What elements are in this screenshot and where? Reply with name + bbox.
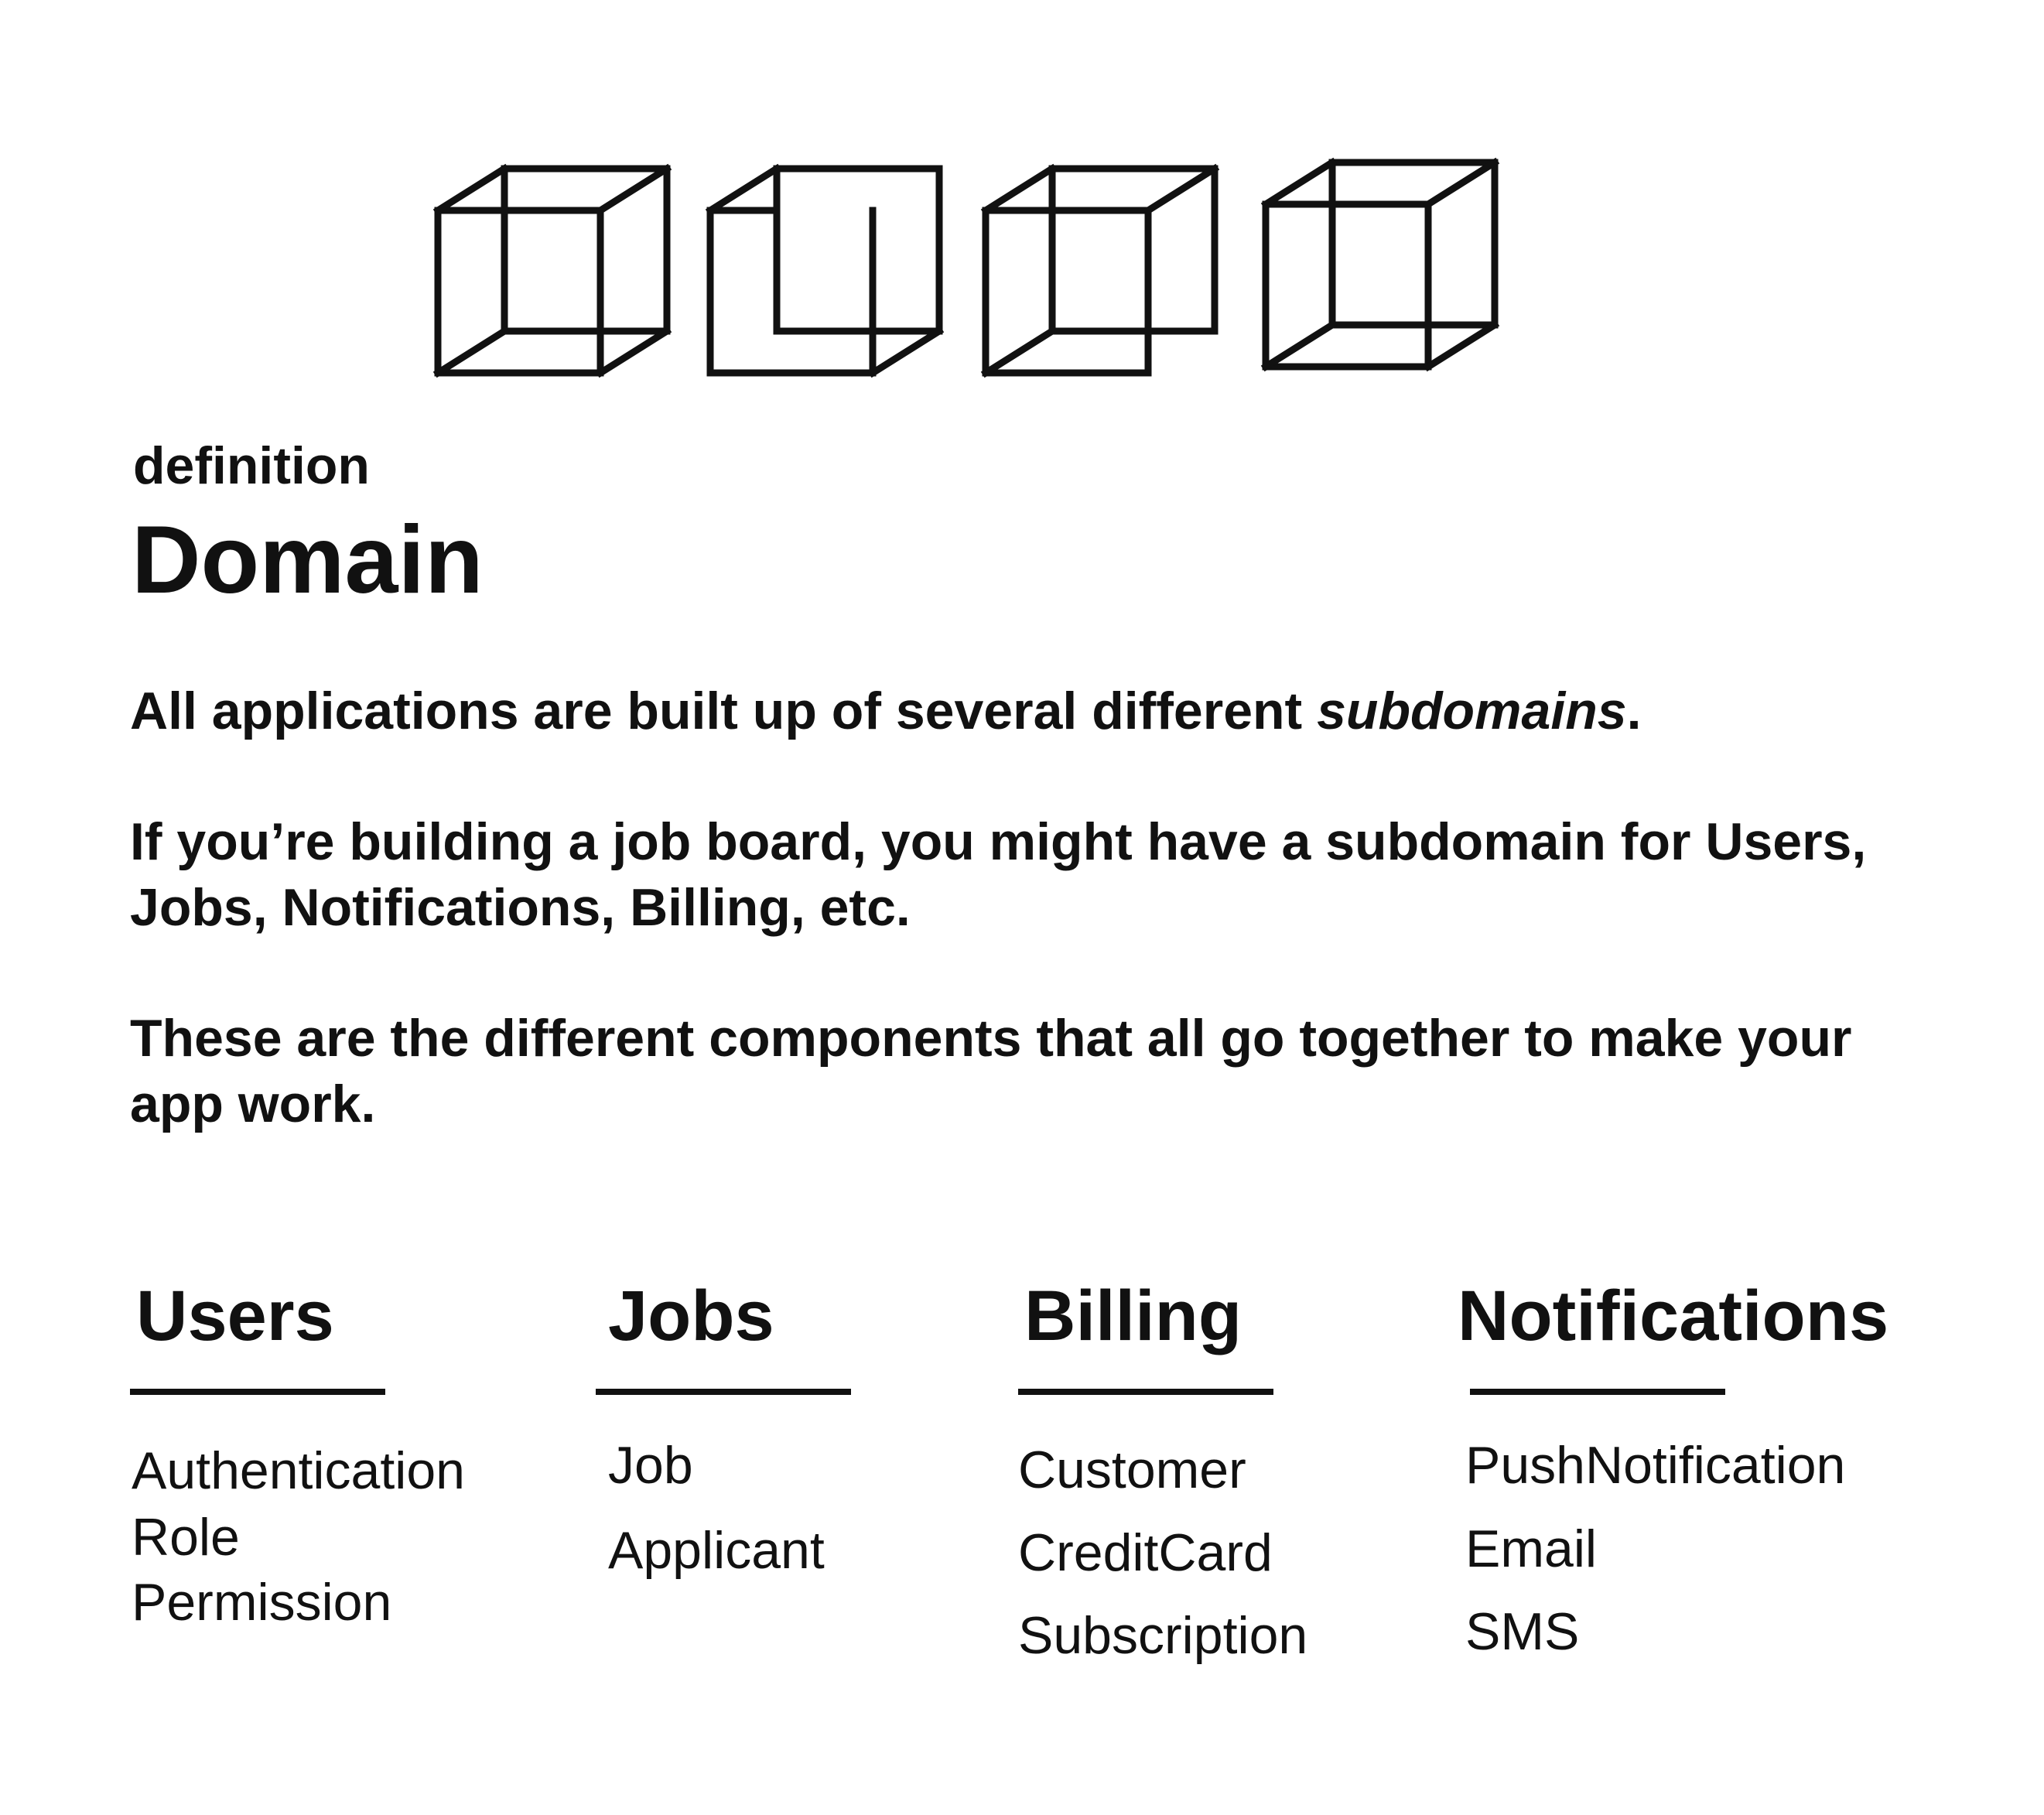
intro-text: All applications are built up of several different: [130, 682, 1318, 740]
subdomains-emphasis: subdomains: [1317, 682, 1627, 740]
list-item: Job: [608, 1436, 693, 1495]
example-paragraph: [130, 809, 1866, 941]
summary-line-1: These are the different components that all go together to make your: [130, 1009, 1852, 1068]
list-item: Subscription: [1018, 1606, 1308, 1665]
column-title-users: Users: [136, 1277, 334, 1355]
list-item: PushNotification: [1465, 1436, 1846, 1495]
list-item: SMS: [1465, 1602, 1580, 1661]
summary-line-2: app work.: [130, 1075, 376, 1133]
column-divider: [1018, 1389, 1273, 1395]
column-title-notifications: Notifications: [1458, 1277, 1889, 1355]
list-item: Authentication: [132, 1441, 465, 1500]
wireframe-cube-icon: [710, 169, 939, 373]
column-divider: [1470, 1389, 1725, 1395]
intro-punctuation: .: [1626, 682, 1642, 740]
example-line-2: Jobs, Notifications, Billing, etc.: [130, 878, 911, 937]
wireframe-cube-icon: [1266, 162, 1495, 367]
wireframe-cube-icon: [986, 169, 1215, 373]
list-item: Applicant: [608, 1521, 825, 1580]
list-item: Email: [1465, 1519, 1598, 1578]
column-divider: [596, 1389, 851, 1395]
list-item: Role: [132, 1508, 240, 1567]
example-line-1: If you’re building a job board, you might have a subdomain for Users,: [130, 812, 1867, 871]
list-item: Customer: [1018, 1441, 1246, 1499]
list-item: CreditCard: [1018, 1523, 1273, 1582]
page-title: Domain: [132, 507, 484, 614]
list-item: Permission: [132, 1573, 392, 1632]
column-title-billing: Billing: [1024, 1277, 1242, 1355]
definition-label: definition: [133, 436, 370, 495]
intro-paragraph: [130, 678, 1642, 744]
wireframe-cube-icon: [438, 169, 667, 373]
column-title-jobs: Jobs: [608, 1277, 774, 1355]
column-divider: [130, 1389, 385, 1395]
summary-paragraph: [130, 1006, 1851, 1137]
